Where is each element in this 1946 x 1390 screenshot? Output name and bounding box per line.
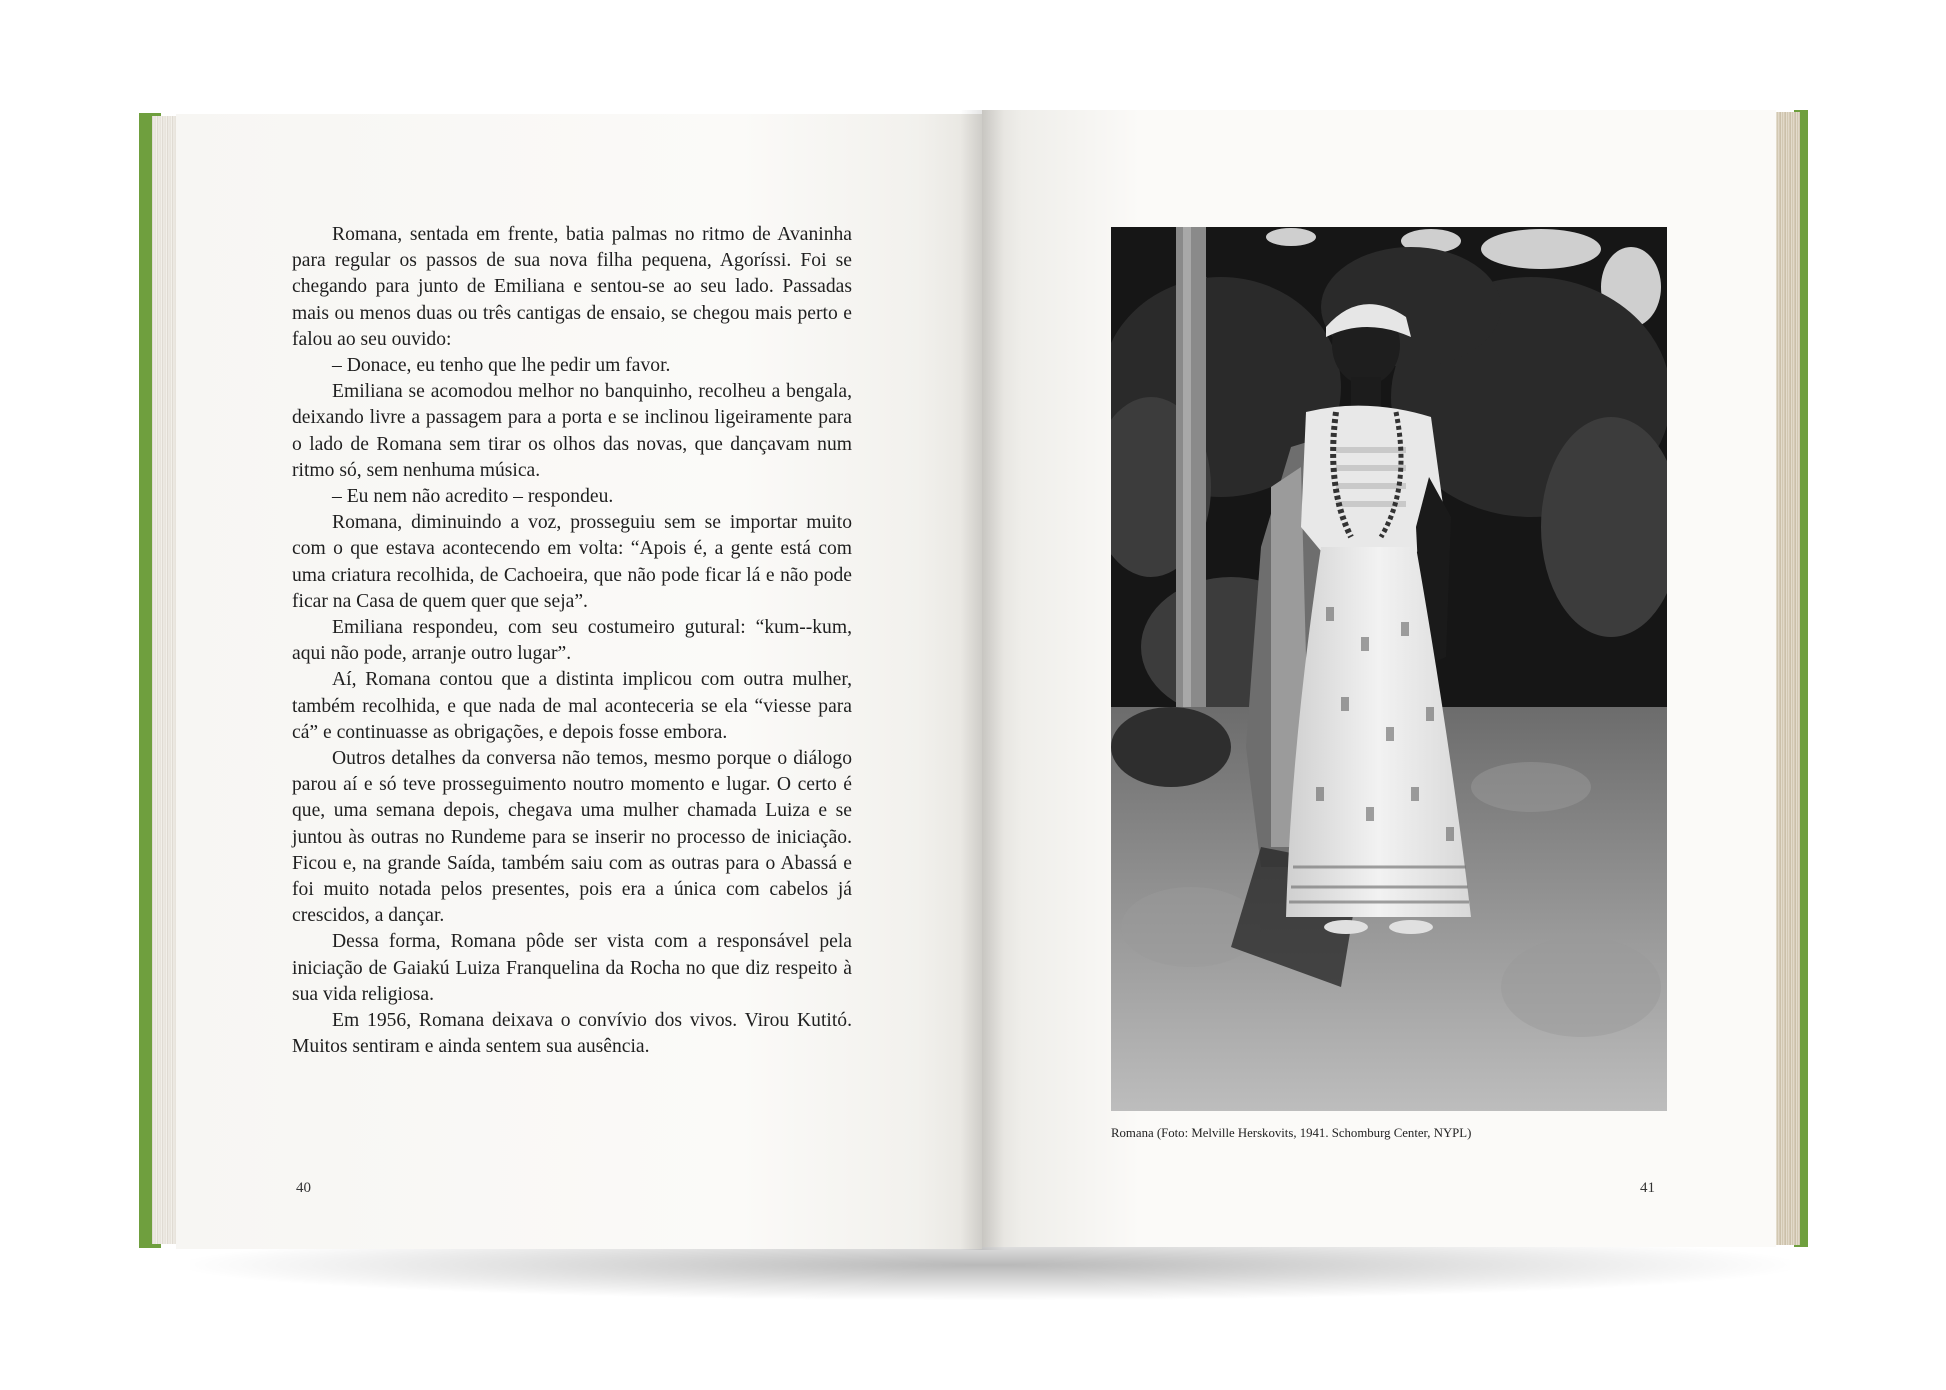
page-edges-right	[1772, 112, 1800, 1245]
page-number-right: 41	[1640, 1180, 1655, 1196]
paragraph: Em 1956, Romana deixava o convívio dos vivos. Virou Kutitó. Muitos sentiram e ainda sentem sua ausência.	[292, 1010, 852, 1058]
paragraph: Aí, Romana contou que a distinta implicou com outra mulher, também recolhida, e que nada de mal aconteceria se ela “viesse para cá” e continuasse as obrigações, e depois fosse embora.	[292, 669, 852, 743]
paragraph: Emiliana se acomodou melhor no banquinho, recolheu a bengala, deixando livre a passagem para a porta e se inclinou ligeiramente para o lado de Romana sem tirar os olhos das novas, que dançavam num ritmo só, sem nenhuma música.	[292, 381, 852, 481]
paragraph: – Eu nem não acredito – respondeu.	[332, 486, 614, 508]
photo-caption: Romana (Foto: Melville Herskovits, 1941. Schomburg Center, NYPL)	[1111, 1126, 1472, 1140]
page-number-left: 40	[296, 1180, 311, 1196]
body-text	[292, 222, 852, 1061]
paragraph: Outros detalhes da conversa não temos, mesmo porque o diálogo parou aí e só teve prosseguimento noutro momento e lugar. O certo é que, uma semana depois, chegava uma mulher chamada Luiza e se juntou às outras no Rundeme para se inserir no processo de iniciação. Ficou e, na grande Saída, também saiu com as outras para o Abassá e foi muito notada pelos presentes, pois era a única com cabelos já crescidos, a dançar.	[292, 748, 852, 927]
historical-photo	[1111, 227, 1667, 1111]
paragraph: Emiliana respondeu, com seu costumeiro gutural: “kum--kum, aqui não pode, arranje outro lugar”.	[292, 617, 852, 665]
paragraph: Romana, diminuindo a voz, prosseguiu sem se importar muito com o que estava acontecendo em volta: “Apois é, a gente está com uma criatura recolhida, de Cachoeira, que não pode ficar lá e não pode ficar na Casa de quem quer que seja”.	[292, 512, 852, 612]
photo-woman-in-white-dress	[1111, 227, 1667, 1111]
paragraph: – Donace, eu tenho que lhe pedir um favor.	[332, 355, 671, 377]
book-gutter	[960, 110, 1004, 1250]
paragraph: Romana, sentada em frente, batia palmas no ritmo de Avaninha para regular os passos de sua nova filha pequena, Agoríssi. Foi se chegando para junto de Emiliana e sentou-se ao seu lado. Passadas mais ou menos duas ou três cantigas de ensaio, se chegou mais perto e falou ao seu ouvido:	[292, 224, 852, 350]
paragraph: Dessa forma, Romana pôde ser vista com a responsável pela iniciação de Gaiakú Luiza Franquelina da Rocha no que diz respeito à sua vida religiosa.	[292, 931, 852, 1005]
